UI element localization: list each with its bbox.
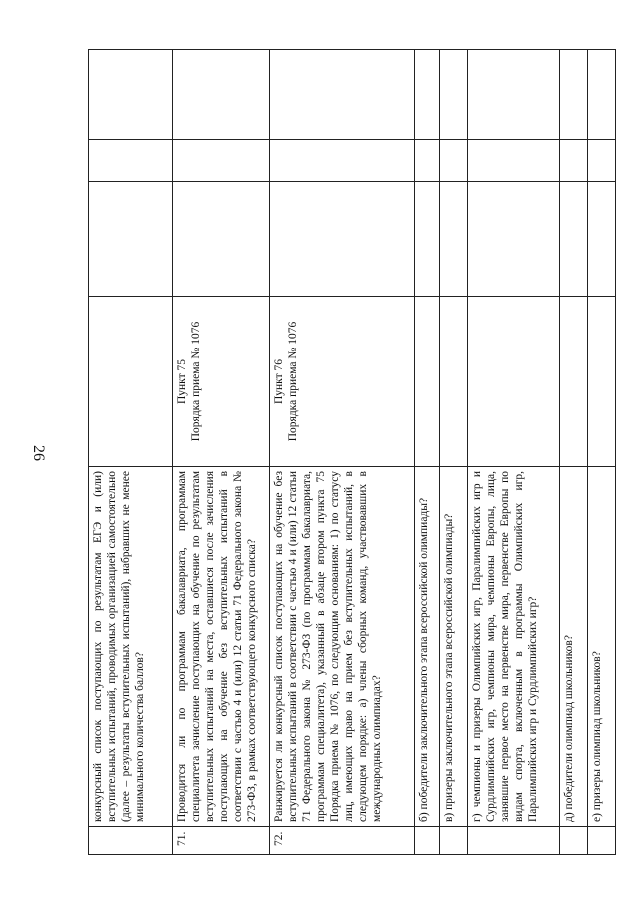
question-cell: в) призеры заключительного этапа всероссийской олимпиады?	[440, 467, 468, 827]
row-number-cell	[415, 827, 440, 855]
question-cell: г) чемпионы и призеры Олимпийских игр, Паралимпийских игр и Сурдлимпийских игр, чемпионы мира, чемпионы Европы, лица, занявшие первое место на первенстве мира, первенстве Европы по видам спорта, включенным в программы Олимпийских игр, Паралимпийских игр и Сурдлимпийских игр?	[468, 467, 560, 827]
table-row	[588, 50, 616, 855]
reference-cell	[415, 297, 440, 467]
answer-cell	[440, 182, 468, 297]
question-cell: конкурсный список поступающих по результатам ЕГЭ и (или) вступительных испытаний, проводимых организацией самостоятельно (далее – результаты вступительных испытаний), набравших не менее минимального количества баллов?	[89, 467, 173, 827]
table-row	[440, 50, 468, 855]
table-row	[89, 50, 173, 855]
reference-cell	[270, 297, 415, 467]
note-cell	[440, 50, 468, 140]
checklist-table	[88, 49, 616, 855]
answer-cell	[560, 182, 588, 297]
table-row	[173, 50, 270, 855]
page-number: 26	[30, 445, 47, 461]
answer-cell	[468, 182, 560, 297]
answer-cell	[415, 140, 440, 182]
reference-cell	[560, 297, 588, 467]
reference-point: Пункт 75	[176, 358, 188, 405]
answer-cell	[173, 182, 270, 297]
answer-cell	[173, 140, 270, 182]
answer-cell	[560, 140, 588, 182]
table-row	[270, 50, 415, 855]
note-cell	[468, 50, 560, 140]
answer-cell	[89, 182, 173, 297]
question-cell: Ранжируется ли конкурсный список поступающих на обучение без вступительных испытаний в соответствии с частью 4 и (или) 12 статьи 71 Федерального закона № 273-ФЗ (по программам бакалавриата, программам специалитета), указанный в абзаце втором пункта 75 Порядка приема № 1076, по следующим основаниям: 1) по статусу лиц, имеющих право на прием без вступительных испытаний, в следующем порядке: а) члены сборных команд, участвовавших в международных олимпиадах?	[270, 467, 415, 827]
note-cell	[588, 50, 616, 140]
answer-cell	[468, 140, 560, 182]
answer-cell	[440, 140, 468, 182]
reference-point: Пункт 76	[273, 358, 285, 405]
row-number-cell	[89, 827, 173, 855]
note-cell	[560, 50, 588, 140]
table-row	[468, 50, 560, 855]
question-cell: е) призеры олимпиад школьников?	[588, 467, 616, 827]
row-number-cell	[588, 827, 616, 855]
question-cell: д) победители олимпиад школьников?	[560, 467, 588, 827]
reference-cell	[173, 297, 270, 467]
question-cell: б) победители заключительного этапа всероссийской олимпиады?	[415, 467, 440, 827]
answer-cell	[588, 182, 616, 297]
table-row	[560, 50, 588, 855]
answer-cell	[270, 182, 415, 297]
reference-cell	[588, 297, 616, 467]
checklist-table-container	[88, 50, 618, 855]
answer-cell	[415, 182, 440, 297]
answer-cell	[588, 140, 616, 182]
answer-cell	[270, 140, 415, 182]
row-number-cell	[560, 827, 588, 855]
note-cell	[270, 50, 415, 140]
note-cell	[89, 50, 173, 140]
reference-cell	[468, 297, 560, 467]
row-number-cell	[440, 827, 468, 855]
reference-cell	[440, 297, 468, 467]
reference-document: Порядка приема № 1076	[287, 321, 300, 442]
row-number-cell: 72.	[270, 827, 415, 855]
reference-document: Порядка приема № 1076	[190, 321, 203, 442]
table-row	[415, 50, 440, 855]
row-number-cell: 71.	[173, 827, 270, 855]
question-cell: Проводится ли по программам бакалавриата, программам специалитета зачисление поступающих на обучение по результатам вступительных испытаний на места, оставшиеся после зачисления поступающих на обучение без вступительных испытаний в соответствии с частью 4 и (или) 12 статьи 71 Федерального закона № 273-ФЗ, в рамках соответствующего конкурсного списка?	[173, 467, 270, 827]
row-number-cell	[468, 827, 560, 855]
note-cell	[173, 50, 270, 140]
note-cell	[415, 50, 440, 140]
reference-cell	[89, 297, 173, 467]
answer-cell	[89, 140, 173, 182]
